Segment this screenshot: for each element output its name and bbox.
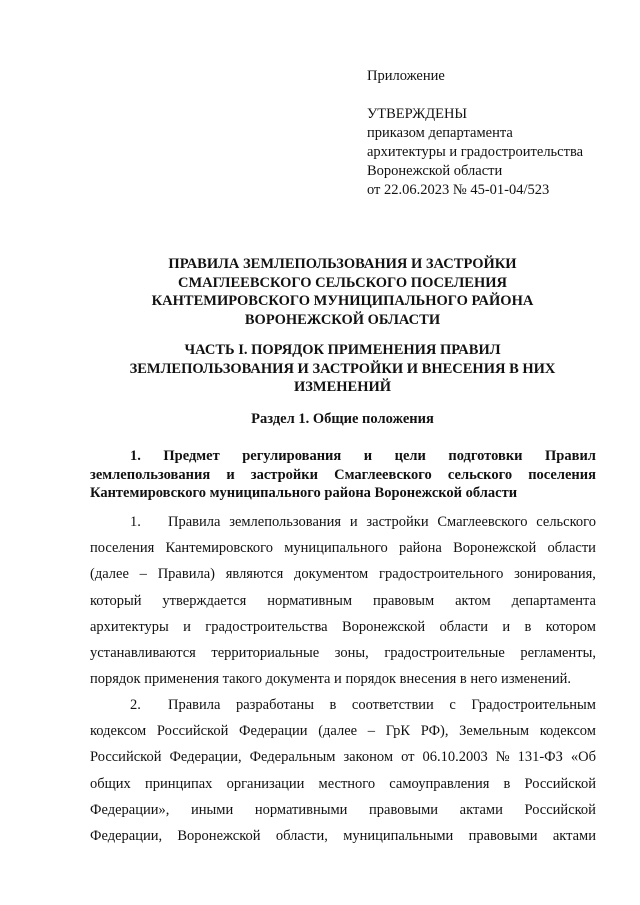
article-heading-line: Кантемировского муниципального района Воронежской области	[90, 485, 518, 501]
part-title	[90, 341, 595, 397]
part-title-line: ЗЕМЛЕПОЛЬЗОВАНИЯ И ЗАСТРОЙКИ И ВНЕСЕНИЯ В НИХ	[129, 360, 556, 377]
paragraph-line: поселения Кантемировского муниципального района Воронежской области	[90, 540, 596, 557]
approval-block	[367, 67, 627, 200]
approval-date-number: от 22.06.2023 № 45-01-04/523	[367, 182, 550, 198]
paragraph-line: (далее – Правила) являются документом градостроительного зонирования,	[90, 566, 596, 583]
paragraph-line: архитектуры и градостроительства Воронежской области и в котором	[90, 618, 596, 635]
article-heading-line: землепользования и застройки Смаглеевского сельского поселения	[90, 466, 596, 483]
paragraph-number: 1.	[130, 514, 141, 530]
paragraph-line: Российской Федерации, Федеральным законом от 06.10.2003 № 131-ФЗ «Об	[90, 749, 596, 766]
title-line: ВОРОНЕЖСКОЙ ОБЛАСТИ	[244, 311, 441, 328]
article-heading	[90, 447, 596, 503]
paragraph-line: общих принципах организации местного самоуправления в Российской	[90, 775, 596, 792]
article-heading-line: 1. Предмет регулирования и цели подготовки Правил	[130, 448, 596, 464]
approval-line: архитектуры и градостроительства	[367, 144, 584, 160]
paragraph-line: кодексом Российской Федерации (далее – ГрК РФ), Земельным кодексом	[90, 723, 596, 740]
paragraph-1	[90, 509, 596, 692]
section-title: Раздел 1. Общие положения	[251, 411, 434, 427]
paragraph-line: устанавливаются территориальные зоны, градостроительные регламенты,	[90, 645, 596, 662]
paragraph-2	[90, 692, 596, 849]
part-title-line: ИЗМЕНЕНИЙ	[293, 379, 392, 395]
paragraph-line: 1. Правила землепользования и застройки Смаглеевского сельского	[90, 509, 596, 535]
approval-line: приказом департамента	[367, 125, 513, 141]
paragraph-line: Федерации», иными нормативными правовыми актами Российской	[90, 801, 596, 818]
paragraph-line: 2. Правила разработаны в соответствии с Градостроительным	[90, 692, 596, 718]
appendix-label: Приложение	[367, 68, 445, 84]
document-title	[90, 255, 595, 329]
paragraph-line: Федерации, Воронежской области, муниципальными правовыми актами	[90, 828, 596, 845]
part-title-line: ЧАСТЬ I. ПОРЯДОК ПРИМЕНЕНИЯ ПРАВИЛ	[184, 342, 501, 358]
paragraph-number: 2.	[130, 697, 141, 713]
approved-label: УТВЕРЖДЕНЫ	[367, 106, 468, 122]
title-line: ПРАВИЛА ЗЕМЛЕПОЛЬЗОВАНИЯ И ЗАСТРОЙКИ	[168, 256, 517, 272]
paragraph-line: который утверждается нормативным правовым актом департамента	[90, 592, 596, 609]
paragraph-line: порядок применения такого документа и порядок внесения в него изменений.	[90, 671, 572, 688]
approval-line: Воронежской области	[367, 163, 503, 179]
title-line: СМАГЛЕЕВСКОГО СЕЛЬСКОГО ПОСЕЛЕНИЯ	[178, 274, 507, 291]
title-line: КАНТЕМИРОВСКОГО МУНИЦИПАЛЬНОГО РАЙОНА	[151, 293, 534, 309]
